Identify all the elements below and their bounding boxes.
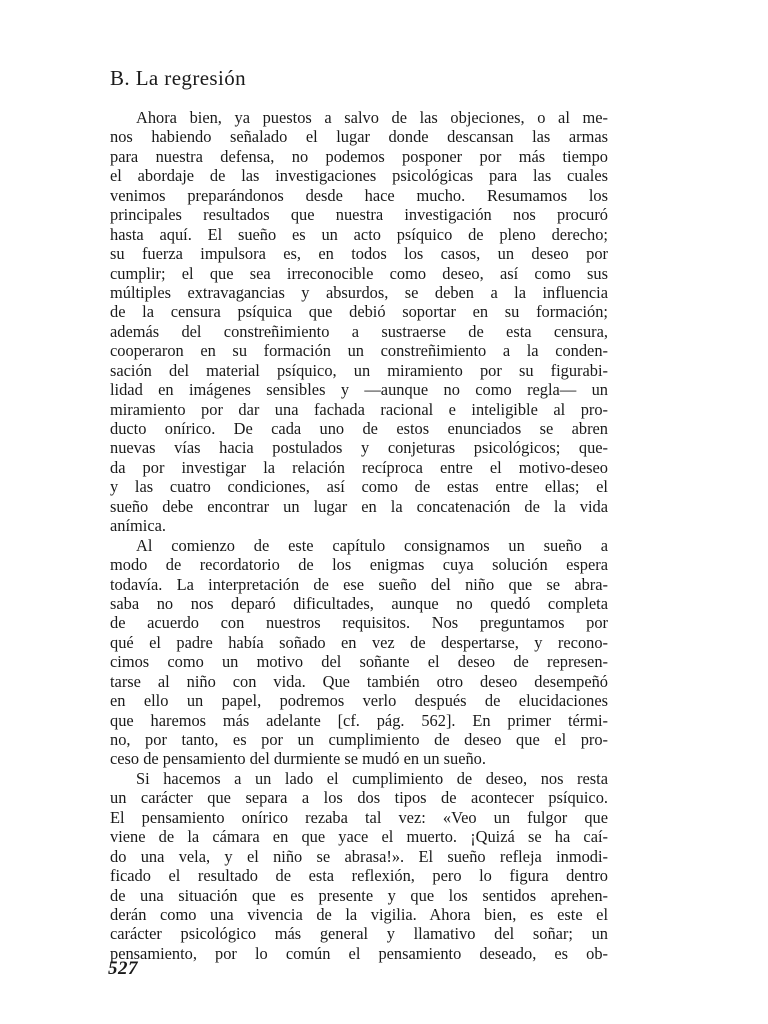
text-line: do una vela, y el niño se abrasa!». El sueño refleja inmodi-: [110, 846, 608, 866]
text-line: ducto onírico. De cada uno de estos enunciados se abren: [110, 419, 608, 438]
text-line: un carácter que separa a los dos tipos de acontecer psíquico.: [110, 788, 608, 808]
text-line: tarse al niño con vida. Que también otro deseo desempeñó: [110, 671, 608, 691]
text-line: miramiento por dar una fachada racional e inteligible al pro-: [110, 399, 608, 419]
text-line: viene de la cámara en que yace el muerto. ¡Quizá se ha caí-: [110, 827, 608, 847]
text-line: carácter psicológico más general y llamativo del soñar; un: [110, 924, 608, 944]
text-line: de la censura psíquica que debió soportar en su formación;: [110, 302, 608, 322]
text-line: Ahora bien, ya puestos a salvo de las objeciones, o al me-: [136, 108, 608, 127]
text-line: sueño debe encontrar un lugar en la concatenación de la vida: [110, 496, 608, 516]
text-line: para nuestra defensa, no podemos posponer por más tiempo: [110, 146, 608, 166]
text-line: que haremos más adelante [cf. pág. 562]. En primer térmi-: [110, 710, 608, 730]
text-line: lidad en imágenes sensibles y —aunque no como regla— un: [110, 380, 608, 400]
text-line: cooperaron en su formación un constreñimiento a la conden-: [110, 341, 608, 361]
text-line: además del constreñimiento a sustraerse de esta censura,: [110, 321, 608, 341]
text-line: nos habiendo señalado el lugar donde descansan las armas: [110, 127, 608, 147]
text-line: da por investigar la relación recíproca entre el motivo-deseo: [110, 457, 608, 477]
text-line: Al comienzo de este capítulo consignamos un sueño a: [136, 535, 608, 555]
text-line: todavía. La interpretación de ese sueño del niño que se abra-: [110, 574, 608, 594]
text-line: sación del material psíquico, un miramiento por su figurabi-: [110, 360, 608, 380]
body-text: [110, 108, 608, 963]
text-line: y las cuatro condiciones, así como de estas entre ellas; el: [110, 477, 608, 497]
text-line: de acuerdo con nuestros requisitos. Nos preguntamos por: [110, 613, 608, 633]
text-line: su fuerza impulsora es, en todos los casos, un deseo por: [110, 244, 608, 264]
text-line: venimos preparándonos desde hace mucho. Resumamos los: [110, 185, 608, 205]
text-line: cumplir; el que sea irreconocible como deseo, así como sus: [110, 263, 608, 283]
text-line: hasta aquí. El sueño es un acto psíquico de pleno derecho;: [110, 224, 608, 244]
text-line: nuevas vías hacia postulados y conjeturas psicológicos; que-: [110, 438, 608, 458]
text-line: modo de recordatorio de los enigmas cuya solución espera: [110, 555, 608, 575]
text-line: qué el padre había soñado en vez de despertarse, y recono-: [110, 632, 608, 652]
text-line: múltiples extravagancias y absurdos, se deben a la influencia: [110, 282, 608, 302]
text-line: principales resultados que nuestra investigación nos procuró: [110, 205, 608, 225]
text-line: saba no nos deparó dificultades, aunque no quedó completa: [110, 593, 608, 613]
text-line: derán como una vivencia de la vigilia. Ahora bien, es este el: [110, 904, 608, 924]
text-line: en ello un papel, podremos verlo después de elucidaciones: [110, 691, 608, 711]
text-line: Si hacemos a un lado el cumplimiento de deseo, nos resta: [136, 768, 608, 788]
text-line: el abordaje de las investigaciones psicológicas para las cuales: [110, 166, 608, 186]
section-heading: B. La regresión: [110, 66, 247, 90]
text-line: ficado el resultado de esta reflexión, pero lo figura dentro: [110, 866, 608, 886]
text-line: El pensamiento onírico rezaba tal vez: «Veo un fulgor que: [110, 807, 608, 827]
text-line: cimos como un motivo del soñante el deseo de represen-: [110, 652, 608, 672]
page-number: 527: [108, 958, 138, 979]
text-line: ceso de pensamiento del durmiente se mudó en un sueño.: [110, 749, 486, 769]
text-line: no, por tanto, es por un cumplimiento de deseo que el pro-: [110, 730, 608, 749]
text-line: pensamiento, por lo común el pensamiento deseado, es ob-: [110, 943, 608, 963]
text-line: anímica.: [110, 516, 166, 536]
text-line: de una situación que es presente y que los sentidos aprehen-: [110, 885, 608, 905]
